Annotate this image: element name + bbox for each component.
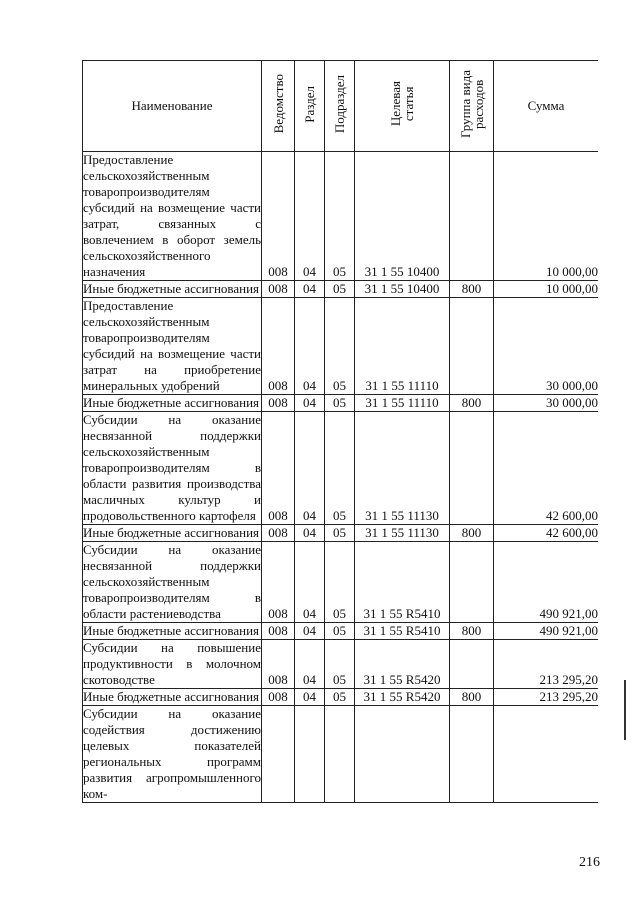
- row-expense-group: 800: [450, 525, 494, 542]
- row-expense-group: 800: [450, 395, 494, 412]
- row-name: Предоставление сельскохозяйственным товаропроизводителям субсидий на возмещение части затрат на приобретение минеральных удобрений: [83, 298, 261, 393]
- row-target-article: 31 1 55 R5420: [355, 640, 450, 689]
- row-target-article: 31 1 55 R5410: [355, 623, 450, 640]
- row-expense-group: 800: [450, 689, 494, 706]
- row-name: Субсидии на оказание несвязанной поддержки сельскохозяйственным товаропроизводителям в области растениеводства: [83, 542, 261, 621]
- row-department: 008: [262, 395, 295, 412]
- row-department: 008: [262, 525, 295, 542]
- table-row: [83, 281, 599, 298]
- page-number: 216: [579, 855, 600, 870]
- row-section: 04: [295, 640, 325, 689]
- row-section: 04: [295, 152, 325, 281]
- row-subsection: 05: [325, 395, 355, 412]
- row-name: Иные бюджетные ассигнования: [83, 525, 262, 542]
- row-amount: 10 000,00: [494, 152, 599, 281]
- row-target-article: 31 1 55 11110: [355, 395, 450, 412]
- table-row: [83, 689, 599, 706]
- row-subsection: 05: [325, 525, 355, 542]
- row-section: [295, 706, 325, 803]
- row-amount: 42 600,00: [494, 412, 599, 525]
- row-amount: 30 000,00: [494, 395, 599, 412]
- row-subsection: 05: [325, 623, 355, 640]
- row-department: 008: [262, 640, 295, 689]
- table-header-row: [83, 61, 599, 152]
- row-department: 008: [262, 689, 295, 706]
- row-amount: [494, 706, 599, 803]
- row-name: Субсидии на оказание содействия достижению целевых показателей региональных программ развития агропромышленного ком-: [83, 706, 261, 801]
- row-name: Иные бюджетные ассигнования: [83, 281, 262, 298]
- table-row: [83, 525, 599, 542]
- row-department: 008: [262, 152, 295, 281]
- table-row: [83, 623, 599, 640]
- row-department: 008: [262, 412, 295, 525]
- margin-mark: [624, 680, 626, 740]
- row-subsection: 05: [325, 298, 355, 395]
- row-target-article: [355, 706, 450, 803]
- row-target-article: 31 1 55 R5410: [355, 542, 450, 623]
- row-target-article: 31 1 55 11130: [355, 412, 450, 525]
- row-target-article: 31 1 55 11130: [355, 525, 450, 542]
- row-section: 04: [295, 689, 325, 706]
- row-name: Иные бюджетные ассигнования: [83, 395, 262, 412]
- row-expense-group: [450, 542, 494, 623]
- row-department: [262, 706, 295, 803]
- row-section: 04: [295, 395, 325, 412]
- row-section: 04: [295, 525, 325, 542]
- header-department: Ведомство: [262, 61, 295, 152]
- row-amount: 213 295,20: [494, 689, 599, 706]
- header-name: Наименование: [83, 61, 262, 152]
- row-target-article: 31 1 55 R5420: [355, 689, 450, 706]
- row-subsection: 05: [325, 281, 355, 298]
- row-section: 04: [295, 623, 325, 640]
- row-section: 04: [295, 298, 325, 395]
- row-amount: 213 295,20: [494, 640, 599, 689]
- row-subsection: 05: [325, 152, 355, 281]
- header-section: Раздел: [295, 61, 325, 152]
- row-subsection: [325, 706, 355, 803]
- row-expense-group: [450, 298, 494, 395]
- table-row: [83, 706, 599, 803]
- row-expense-group: [450, 640, 494, 689]
- budget-table: [82, 60, 598, 803]
- header-target-article: Целевая статья: [355, 61, 450, 152]
- row-amount: 30 000,00: [494, 298, 599, 395]
- row-name: Иные бюджетные ассигнования: [83, 623, 262, 640]
- row-department: 008: [262, 298, 295, 395]
- row-expense-group: 800: [450, 623, 494, 640]
- row-subsection: 05: [325, 542, 355, 623]
- row-section: 04: [295, 412, 325, 525]
- row-target-article: 31 1 55 11110: [355, 298, 450, 395]
- row-department: 008: [262, 542, 295, 623]
- header-expense-group: Группа вида расходов: [450, 61, 494, 152]
- row-target-article: 31 1 55 10400: [355, 281, 450, 298]
- row-subsection: 05: [325, 689, 355, 706]
- row-expense-group: [450, 412, 494, 525]
- row-expense-group: [450, 152, 494, 281]
- row-department: 008: [262, 281, 295, 298]
- row-amount: 490 921,00: [494, 542, 599, 623]
- row-amount: 42 600,00: [494, 525, 599, 542]
- row-target-article: 31 1 55 10400: [355, 152, 450, 281]
- table-row: [83, 395, 599, 412]
- row-expense-group: 800: [450, 281, 494, 298]
- header-amount: Сумма: [494, 61, 599, 152]
- table-row: [83, 412, 599, 525]
- row-name: Предоставление сельскохозяйственным товаропроизводителям субсидий на возмещение части затрат, связанных с вовлечением в оборот земель сельскохозяйственного назначения: [83, 152, 261, 279]
- row-name: Субсидии на повышение продуктивности в молочном скотоводстве: [83, 640, 261, 687]
- table-row: [83, 542, 599, 623]
- row-department: 008: [262, 623, 295, 640]
- budget-table-container: [82, 60, 598, 847]
- row-section: 04: [295, 281, 325, 298]
- row-name: Субсидии на оказание несвязанной поддержки сельскохозяйственным товаропроизводителям в области развития производства масличных культур и продовольственного картофеля: [83, 412, 261, 523]
- table-row: [83, 640, 599, 689]
- table-row: [83, 152, 599, 281]
- row-expense-group: [450, 706, 494, 803]
- table-row: [83, 298, 599, 395]
- row-amount: 10 000,00: [494, 281, 599, 298]
- row-name: Иные бюджетные ассигнования: [83, 689, 262, 706]
- header-subsection: Подраздел: [325, 61, 355, 152]
- row-section: 04: [295, 542, 325, 623]
- row-subsection: 05: [325, 412, 355, 525]
- row-amount: 490 921,00: [494, 623, 599, 640]
- row-subsection: 05: [325, 640, 355, 689]
